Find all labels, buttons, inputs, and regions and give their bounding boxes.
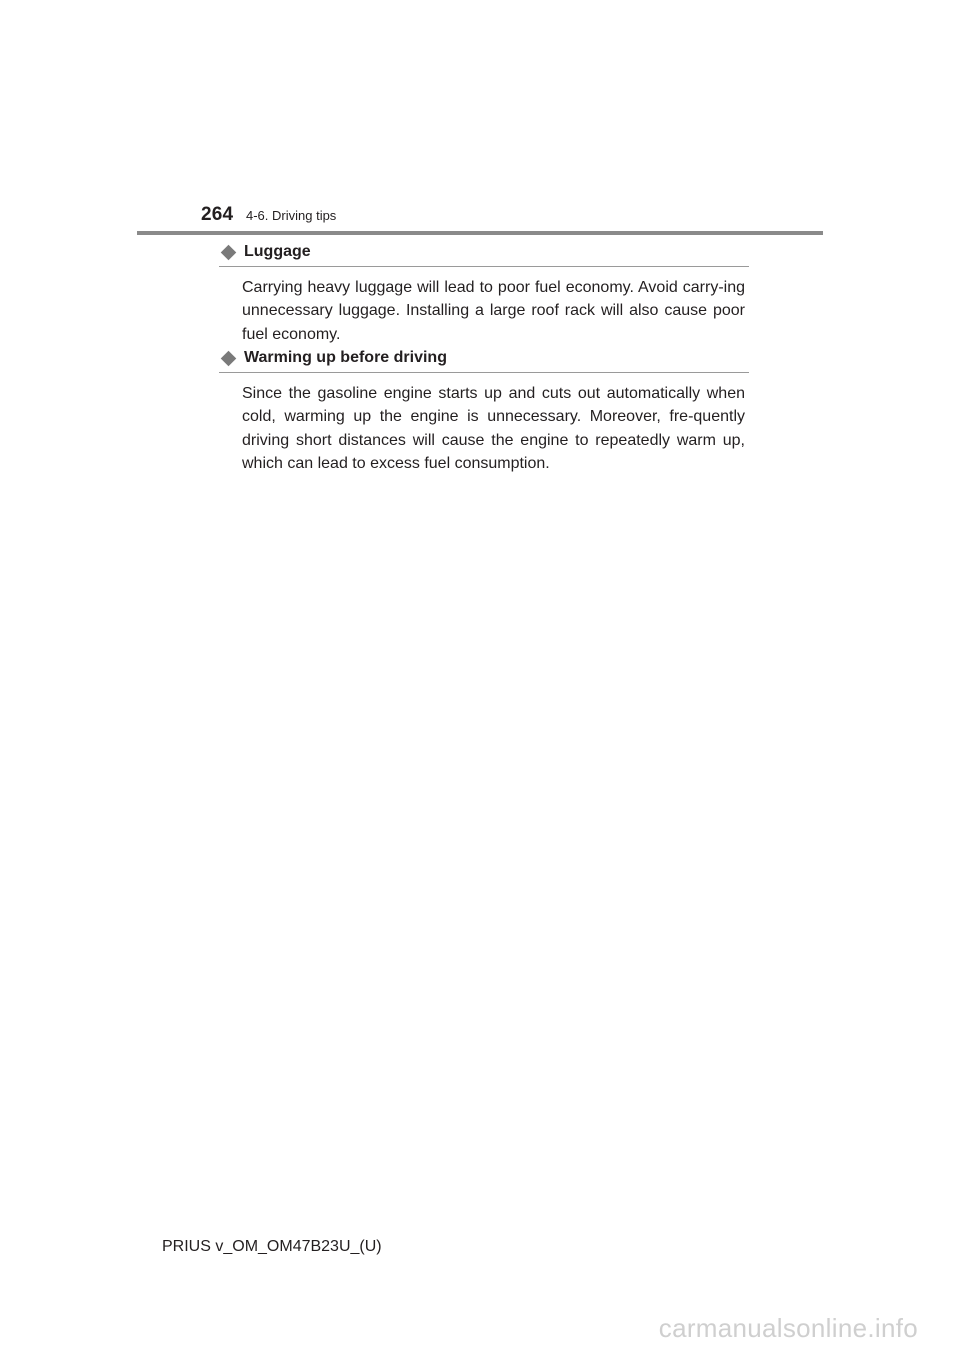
body-paragraph: Since the gasoline engine starts up and cuts out automatically when cold, warming up the engine is unnecessary. Moreover, fre-quently driving short distances will cause the engine to repeatedly warm up, which can lead to excess fuel consumption.	[242, 385, 745, 472]
subsection-heading	[219, 241, 749, 263]
subsection-divider	[219, 372, 749, 373]
subsection-heading	[219, 347, 749, 369]
document-id: PRIUS v_OM_OM47B23U_(U)	[162, 1238, 382, 1255]
subsection-title: Warming up before driving	[244, 349, 447, 366]
body-paragraph: Carrying heavy luggage will lead to poor fuel economy. Avoid carry-ing unnecessary luggage. Installing a large roof rack will also cause poor fuel economy.	[242, 279, 745, 343]
diamond-icon	[221, 350, 237, 366]
subsection-divider	[219, 266, 749, 267]
section-label: 4-6. Driving tips	[246, 208, 337, 223]
page-number: 264	[201, 204, 234, 225]
subsection-luggage	[219, 241, 749, 346]
subsection-title: Luggage	[244, 243, 311, 260]
header-divider	[137, 231, 823, 235]
watermark: carmanualsonline.info	[658, 1313, 918, 1343]
diamond-icon	[221, 244, 237, 260]
subsection-warming-up	[219, 347, 749, 475]
